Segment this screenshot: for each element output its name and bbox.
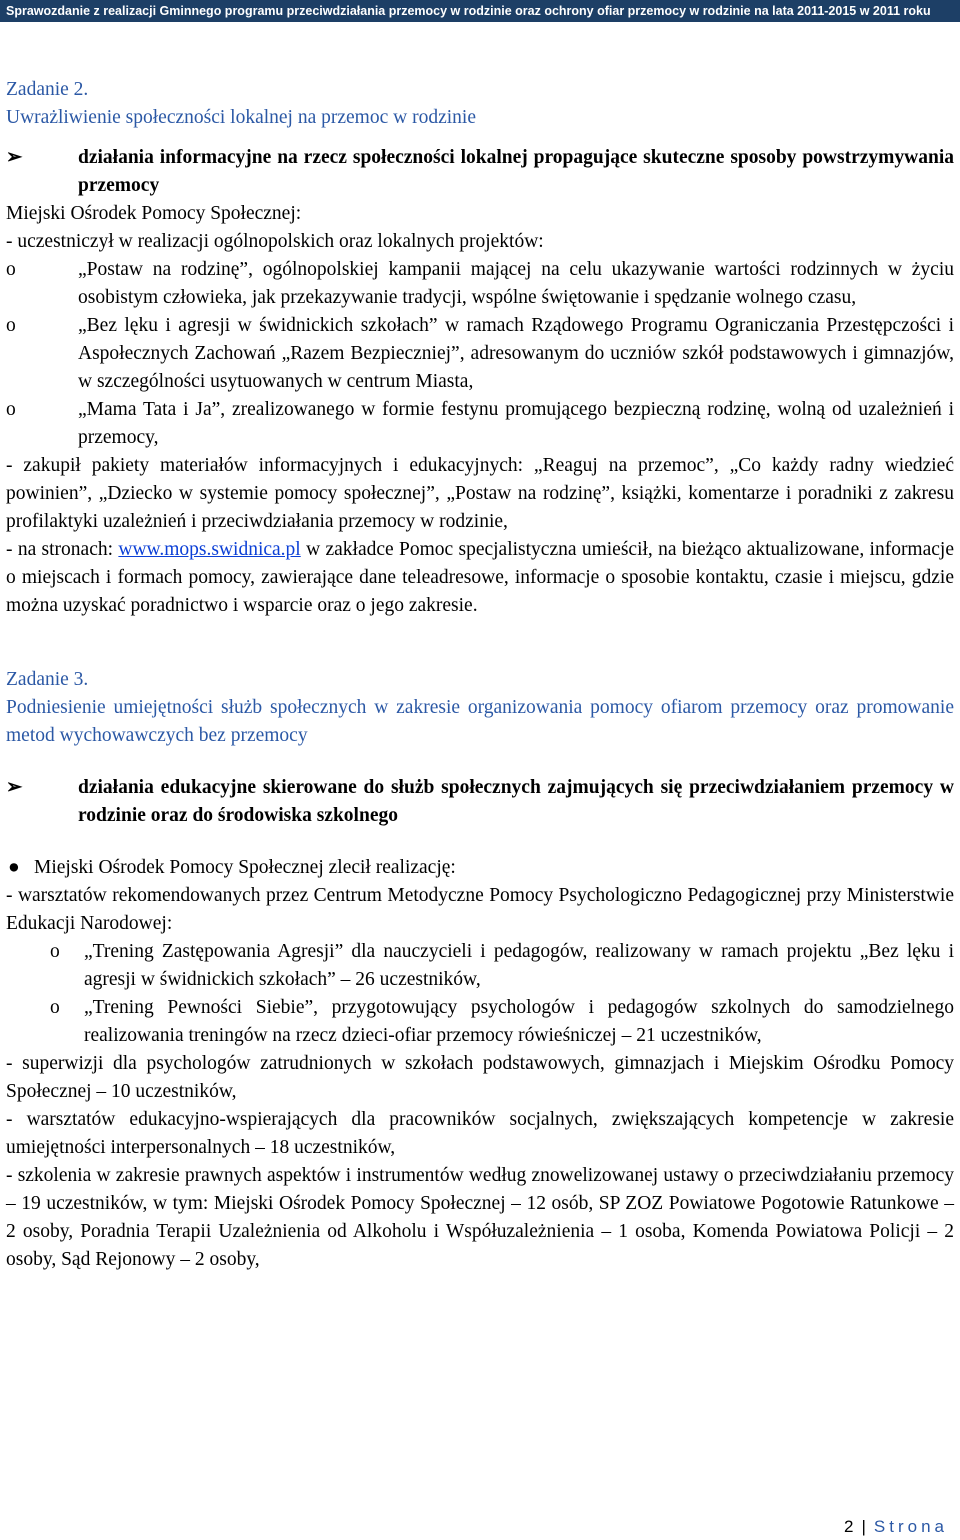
circle-bullet-icon: o (6, 259, 16, 280)
task3-action-item (6, 774, 954, 830)
task2-participated: - uczestniczył w realizacji ogólnopolskich oraz lokalnych projektów: (6, 231, 544, 252)
page-word: Strona (873, 1517, 948, 1536)
task3-supervision: - superwizji dla psychologów zatrudnionych w szkołach podstawowych, gimnazjach i Miejskim Ośrodku Pomocy Społecznej – 10 uczestników, (6, 1053, 954, 1102)
project-item (6, 256, 954, 312)
task3-label: Zadanie 3. (6, 669, 89, 690)
task2-action-text: działania informacyjne na rzecz społeczności lokalnej propagujące skuteczne sposoby powstrzymywania przemocy (78, 147, 954, 196)
task3-edu-workshops: - warsztatów edukacyjno-wspierających dla pracowników socjalnych, zwiększających kompetencje w zakresie umiejętności interpersonalnych – 18 uczestników, (6, 1109, 954, 1158)
task2-web (6, 536, 954, 620)
mops-website-link[interactable]: www.mops.swidnica.pl (118, 539, 301, 560)
training-item (6, 938, 954, 994)
footer-separator: | (861, 1517, 866, 1536)
document-body (6, 76, 954, 1274)
arrow-bullet-icon: ➢ (6, 147, 23, 168)
project-text: „Bez lęku i agresji w świdnickich szkołach” w ramach Rządowego Programu Ograniczania Przestępczości i Aspołecznych Zachowań „Razem Bezpieczniej”, adresowanym do uczniów szkół podstawowych i gimnazjów, w szczególności usytuowanych w centrum Miasta, (78, 315, 954, 392)
circle-bullet-icon: o (6, 315, 16, 336)
task3-workshops: - warsztatów rekomendowanych przez Centrum Metodyczne Pomocy Psychologiczno Pedagogicznej przy Ministerstwie Edukacji Narodowej: (6, 885, 954, 934)
task3-title: Podniesienie umiejętności służb społecznych w zakresie organizowania pomocy ofiarom przemocy oraz promowanie metod wychowawczych bez przemocy (6, 697, 954, 746)
task3-commissioned-item (6, 854, 954, 882)
project-item (6, 396, 954, 452)
web-suffix: w zakładce Pomoc specjalistyczna umieścił, na bieżąco aktualizowane, informacje o miejscach i formach pomocy, zawierające dane teleadresowe, informacje o sposobie kontaktu, czasie i miejscu, gdzie można uzyskać poradnictwo i wsparcie oraz o jego zakresie. (6, 539, 954, 616)
task3-action-text: działania edukacyjne skierowane do służb społecznych zajmujących się przeciwdziałaniem przemocy w rodzinie oraz do środowiska szkolnego (78, 777, 954, 826)
task3-legal-training: - szkolenia w zakresie prawnych aspektów i instrumentów według znowelizowanej ustawy o przeciwdziałaniu przemocy – 19 uczestników, w tym: Miejski Ośrodek Pomocy Społecznej – 12 osób, SP ZOZ Powiatowe Pogotowie Ratunkowe – 2 osoby, Poradnia Terapii Uzależnienia od Alkoholu i Współuzależnienia – 1 osoba, Komenda Powiatowa Policji – 2 osoby, Sąd Rejonowy – 2 osoby, (6, 1165, 954, 1270)
project-text: „Mama Tata i Ja”, zrealizowanego w formie festynu promującego bezpieczną rodzinę, wolną od uzależnień i przemocy, (78, 399, 954, 448)
task3-commissioned-text: Miejski Ośrodek Pomocy Społecznej zlecił realizację: (34, 857, 456, 878)
arrow-bullet-icon: ➢ (6, 777, 23, 798)
task2-org-line: Miejski Ośrodek Pomocy Społecznej: (6, 203, 302, 224)
task2-title: Uwrażliwienie społeczności lokalnej na przemoc w rodzinie (6, 107, 476, 128)
circle-bullet-icon: o (6, 399, 16, 420)
page-footer (844, 1515, 948, 1539)
training-item (6, 994, 954, 1050)
web-prefix: - na stronach: (6, 539, 119, 560)
task2-label: Zadanie 2. (6, 79, 89, 100)
training-text: „Trening Zastępowania Agresji” dla nauczycieli i pedagogów, realizowany w ramach projektu „Bez lęku i agresji w świdnickich szkołach” – 26 uczestników, (84, 941, 954, 990)
task2-bought: - zakupił pakiety materiałów informacyjnych i edukacyjnych: „Reaguj na przemoc”, „Co każdy radny wiedzieć powinien”, „Dziecko w systemie pomocy społecznej”, „Postaw na rodzinę”, książki, komentarze i poradniki z zakresu profilaktyki uzależnień i przeciwdziałania przemocy w rodzinie, (6, 455, 954, 532)
training-text: „Trening Pewności Siebie”, przygotowujący psychologów i pedagogów szkolnych do samodzielnego realizowania treningów na rzecz dzieci-ofiar przemocy rówieśniczej – 21 uczestników, (84, 997, 954, 1046)
circle-bullet-icon: o (50, 997, 60, 1018)
page-number: 2 (844, 1517, 854, 1536)
task2-action-item (6, 144, 954, 200)
project-text: „Postaw na rodzinę”, ogólnopolskiej kampanii mającej na celu ukazywanie wartości rodzinnych w życiu osobistym człowieka, jak przekazywanie tradycji, wspólne świętowanie i spędzanie wolnego czasu, (78, 259, 954, 308)
running-header: Sprawozdanie z realizacji Gminnego programu przeciwdziałania przemocy w rodzinie oraz ochrony ofiar przemocy w rodzinie na lata 2011-2015 w 2011 roku (0, 0, 960, 22)
circle-bullet-icon: o (50, 941, 60, 962)
bullet-dot-icon: ● (8, 857, 20, 878)
project-item (6, 312, 954, 396)
